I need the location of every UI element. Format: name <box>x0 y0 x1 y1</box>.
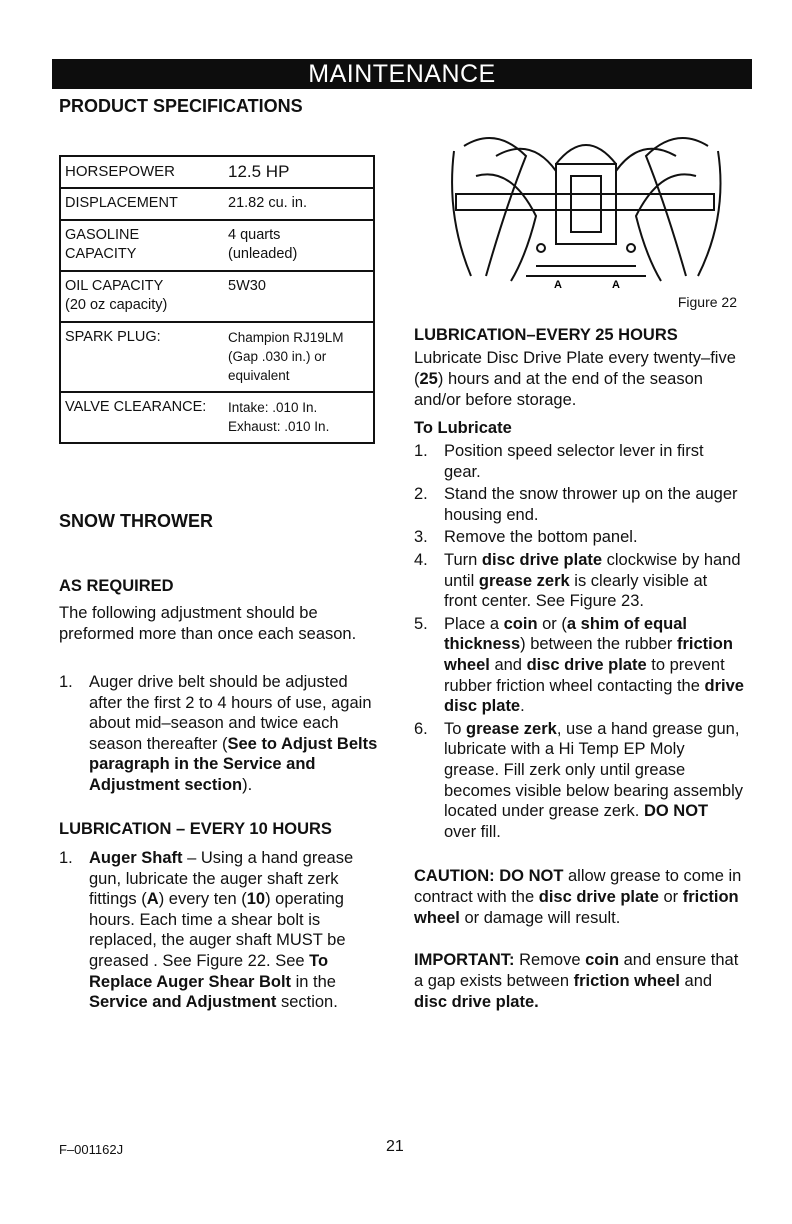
figure-label-a: A <box>612 279 620 291</box>
figure-caption: Figure 22 <box>677 294 737 310</box>
spec-label: DISPLACEMENT <box>60 188 224 220</box>
as-required-list <box>59 672 381 796</box>
spec-table <box>59 155 375 444</box>
list-item: 5. Place a coin or (a shim of equal thickness) between the rubber friction wheel and disc drive plate to prevent rubber friction wheel contacting the drive disc plate. <box>414 614 744 716</box>
spec-label: OIL CAPACITY (20 oz capacity) <box>60 271 224 322</box>
spec-value: Intake: .010 In. Exhaust: .010 In. <box>224 392 374 443</box>
list-item: 1. Auger drive belt should be adjusted after the first 2 to 4 hours of use, again about mid–season and twice each season thereafter (See to Adjust Belts paragraph in the Service and Adjustment section). <box>59 673 378 794</box>
spec-row <box>60 188 374 220</box>
spec-label: SPARK PLUG: <box>60 322 224 392</box>
spec-label: HORSEPOWER <box>65 163 176 180</box>
spec-row <box>60 392 374 443</box>
list-item: 4. Turn disc drive plate clockwise by hand until grease zerk is clearly visible at front center. See Figure 23. <box>414 550 741 611</box>
list-item: 1. Auger Shaft – Using a hand grease gun, lubricate the auger shaft zerk fittings (A) every ten (10) operating hours. Each time a shear bolt is replaced, the auger shaft MUST be greased . See Figure 22. See To Replace Auger Shear Bolt in the Service and Adjustment section. <box>59 849 354 1012</box>
spec-label: VALVE CLEARANCE: <box>60 392 224 443</box>
section-banner: MAINTENANCE <box>52 59 752 89</box>
important-text: IMPORTANT: Remove coin and ensure that a gap exists between friction wheel and disc drive plate. <box>414 951 739 1011</box>
list-item: 6. To grease zerk, use a hand grease gun, lubricate with a Hi Temp EP Moly grease. Fill zerk only until grease becomes visible below bearing assembly located under grease zerk. DO NOT over fill. <box>414 719 743 841</box>
document-code: F–001162J <box>59 1142 124 1157</box>
figure-label-a: A <box>554 279 562 291</box>
lub25-text: Lubricate Disc Drive Plate every twenty–five (25) hours and at the end of the season and/or before storage. <box>414 349 736 409</box>
as-required-text: The following adjustment should be preformed more than once each season. <box>59 604 357 643</box>
list-item: 2. Stand the snow thrower up on the auger housing end. <box>414 485 738 524</box>
lub25-title: LUBRICATION–EVERY 25 HOURS <box>414 326 678 344</box>
spec-row <box>60 271 374 322</box>
spec-value: 4 quarts (unleaded) <box>224 220 374 271</box>
to-lubricate-title: To Lubricate <box>414 419 512 437</box>
spec-value: 5W30 <box>224 271 374 322</box>
spec-value: 21.82 cu. in. <box>224 188 374 220</box>
spec-value: Champion RJ19LM (Gap .030 in.) or equivalent <box>224 322 374 392</box>
spec-value: 12.5 HP <box>228 162 290 181</box>
auger-figure <box>436 116 736 296</box>
list-item: 1. Position speed selector lever in first gear. <box>414 442 704 481</box>
list-item: 3. Remove the bottom panel. <box>414 528 638 547</box>
snow-thrower-title: SNOW THROWER <box>59 511 213 531</box>
spec-row <box>60 220 374 271</box>
spec-row <box>60 322 374 392</box>
page-number: 21 <box>386 1138 404 1155</box>
spec-label: GASOLINE CAPACITY <box>60 220 224 271</box>
lub10-title: LUBRICATION – EVERY 10 HOURS <box>59 820 332 838</box>
caution-text: CAUTION: DO NOT allow grease to come in contract with the disc drive plate or friction wheel or damage will result. <box>414 867 742 927</box>
product-specs-title: PRODUCT SPECIFICATIONS <box>59 96 303 116</box>
spec-row <box>60 156 374 188</box>
lub10-list <box>59 848 383 1013</box>
lubricate-steps <box>414 441 744 842</box>
as-required-title: AS REQUIRED <box>59 577 174 595</box>
